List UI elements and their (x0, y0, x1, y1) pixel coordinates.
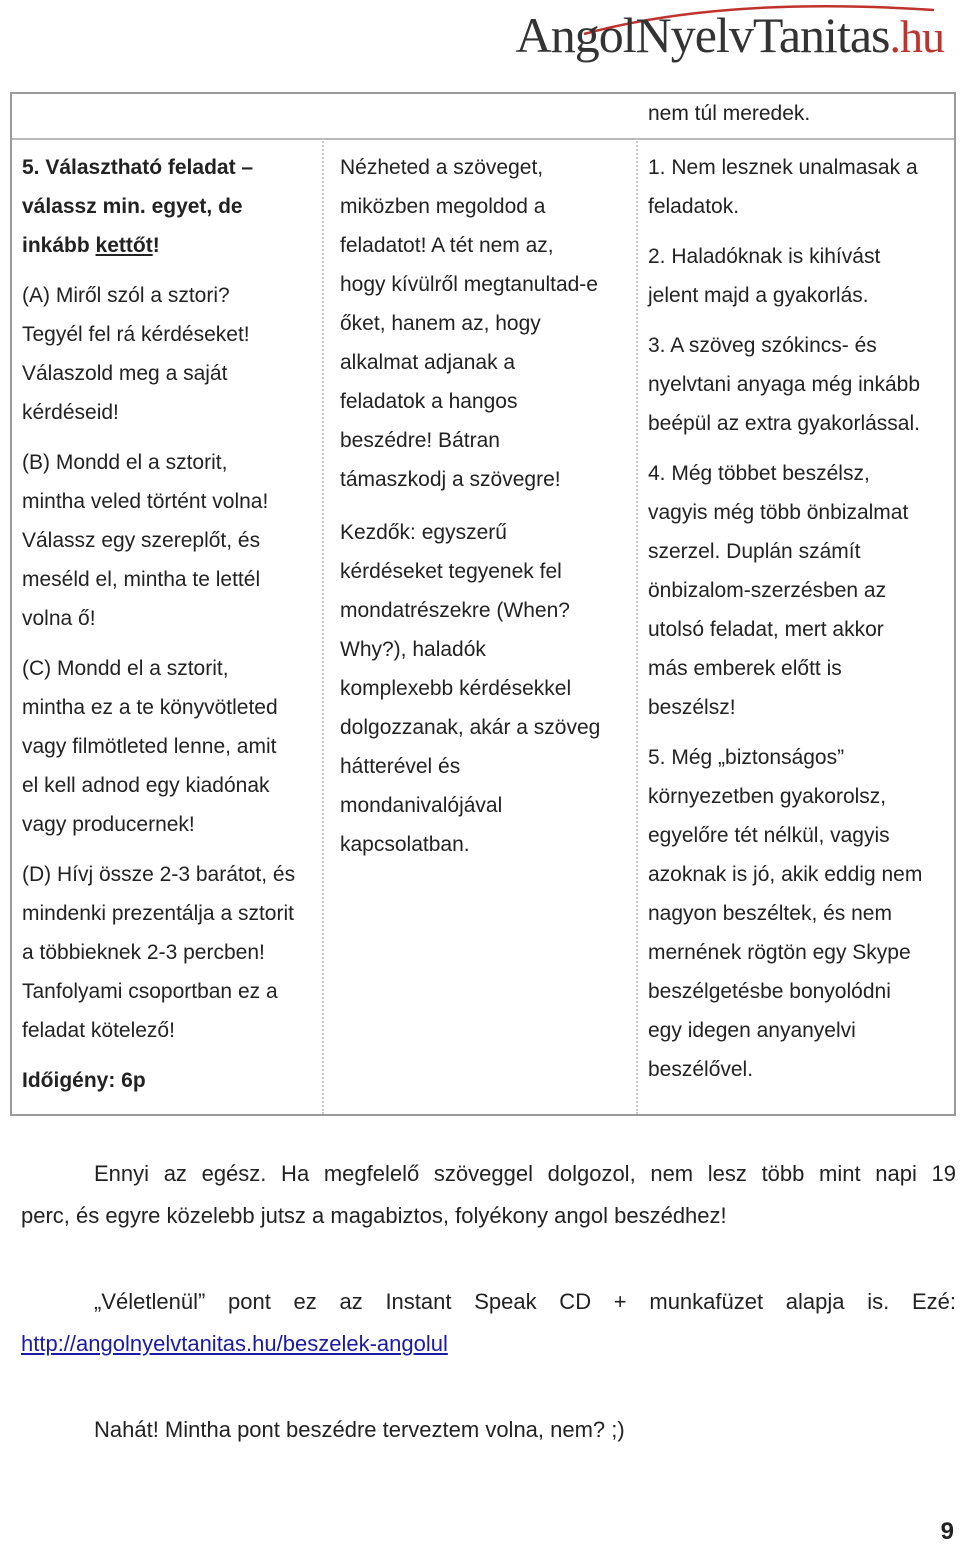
task-heading: válassz min. egyet, de (22, 195, 243, 218)
column-divider (322, 138, 324, 1114)
option-b: (B) Mondd el a sztorit, mintha veled történt volna! Válassz egy szereplőt, és meséld el, mintha te lettél volna ő! (22, 451, 269, 630)
task-heading: 5. Választható feladat – (22, 156, 254, 179)
option-c: (C) Mondd el a sztorit, mintha ez a te könyvötleted vagy filmötleted lenne, amit el kell adnod egy kiadónak vagy producernek! (22, 657, 278, 836)
top-right-cell: nem túl meredek. (648, 102, 811, 125)
instant-speak-paragraph: „Véletlenül” pont ez az Instant Speak CD + munkafüzet alapja is. Ezé: http://angolnyelvtanitas.hu/beszelek-angolul (21, 1289, 956, 1356)
hint-column (340, 148, 632, 864)
option-a: (A) Miről szól a sztori? Tegyél fel rá kérdéseket! Válaszold meg a saját kérdéseid! (22, 284, 250, 424)
logo-wordmark: AngolNyelvTanitas.hu (515, 7, 944, 63)
benefit-item: 4. Még többet beszélsz, vagyis még több önbizalmat szerzel. Duplán számít önbizalom-szerzésben az utolsó feladat, mert akkor más emberek előtt is beszélsz! (648, 462, 909, 719)
benefit-item: 2. Haladóknak is kihívást jelent majd a gyakorlás. (648, 245, 881, 307)
page-number: 9 (940, 1518, 954, 1545)
benefit-item: 1. Nem lesznek unalmasak a feladatok. (648, 156, 918, 218)
tasks-table (10, 92, 956, 1116)
task-heading: inkább kettőt! (22, 234, 160, 257)
hint-paragraph: Kezdők: egyszerű kérdéseket tegyenek fel mondatrészekre (When? Why?), haladók komplexebb kérdésekkel dolgozzanak, akár a szöveg hátterével és mondanivalójával kapcsolatban. (340, 521, 601, 856)
benefit-item: 3. A szöveg szókincs- és nyelvtani anyaga még inkább beépül az extra gyakorlással. (648, 334, 921, 435)
closing-paragraph: Nahát! Mintha pont beszédre terveztem volna, nem? ;) (94, 1417, 625, 1442)
table-divider (12, 138, 954, 140)
column-divider (636, 138, 638, 1114)
beszelek-angolul-link[interactable]: http://angolnyelvtanitas.hu/beszelek-angolul (21, 1331, 448, 1356)
benefits-column (648, 148, 954, 1089)
task-column (22, 148, 320, 1100)
benefit-item: 5. Még „biztonságos” környezetben gyakorolsz, egyelőre tét nélkül, vagyis azoknak is jó, akik eddig nem nagyon beszéltek, és nem mernének rögtön egy Skype beszélgetésbe bonyolódni egy idegen anyanyelvi beszélővel. (648, 746, 923, 1081)
hint-paragraph: Nézheted a szöveget, miközben megoldod a feladatot! A tét nem az, hogy kívülről megtanultad-e őket, hanem az, hogy alkalmat adjanak a feladatok a hangos beszédre! Bátran támaszkodj a szövegre! (340, 156, 598, 491)
time-requirement: Időigény: 6p (22, 1069, 146, 1092)
option-d: (D) Hívj össze 2-3 barátot, és mindenki prezentálja a sztorit a többieknek 2-3 percben! Tanfolyami csoportban ez a feladat kötelező! (22, 863, 296, 1042)
site-logo (515, 4, 944, 74)
summary-paragraph: Ennyi az egész. Ha megfelelő szöveggel dolgozol, nem lesz több mint napi 19 perc, és egyre közelebb jutsz a magabiztos, folyékony angol beszédhez! (21, 1161, 956, 1228)
